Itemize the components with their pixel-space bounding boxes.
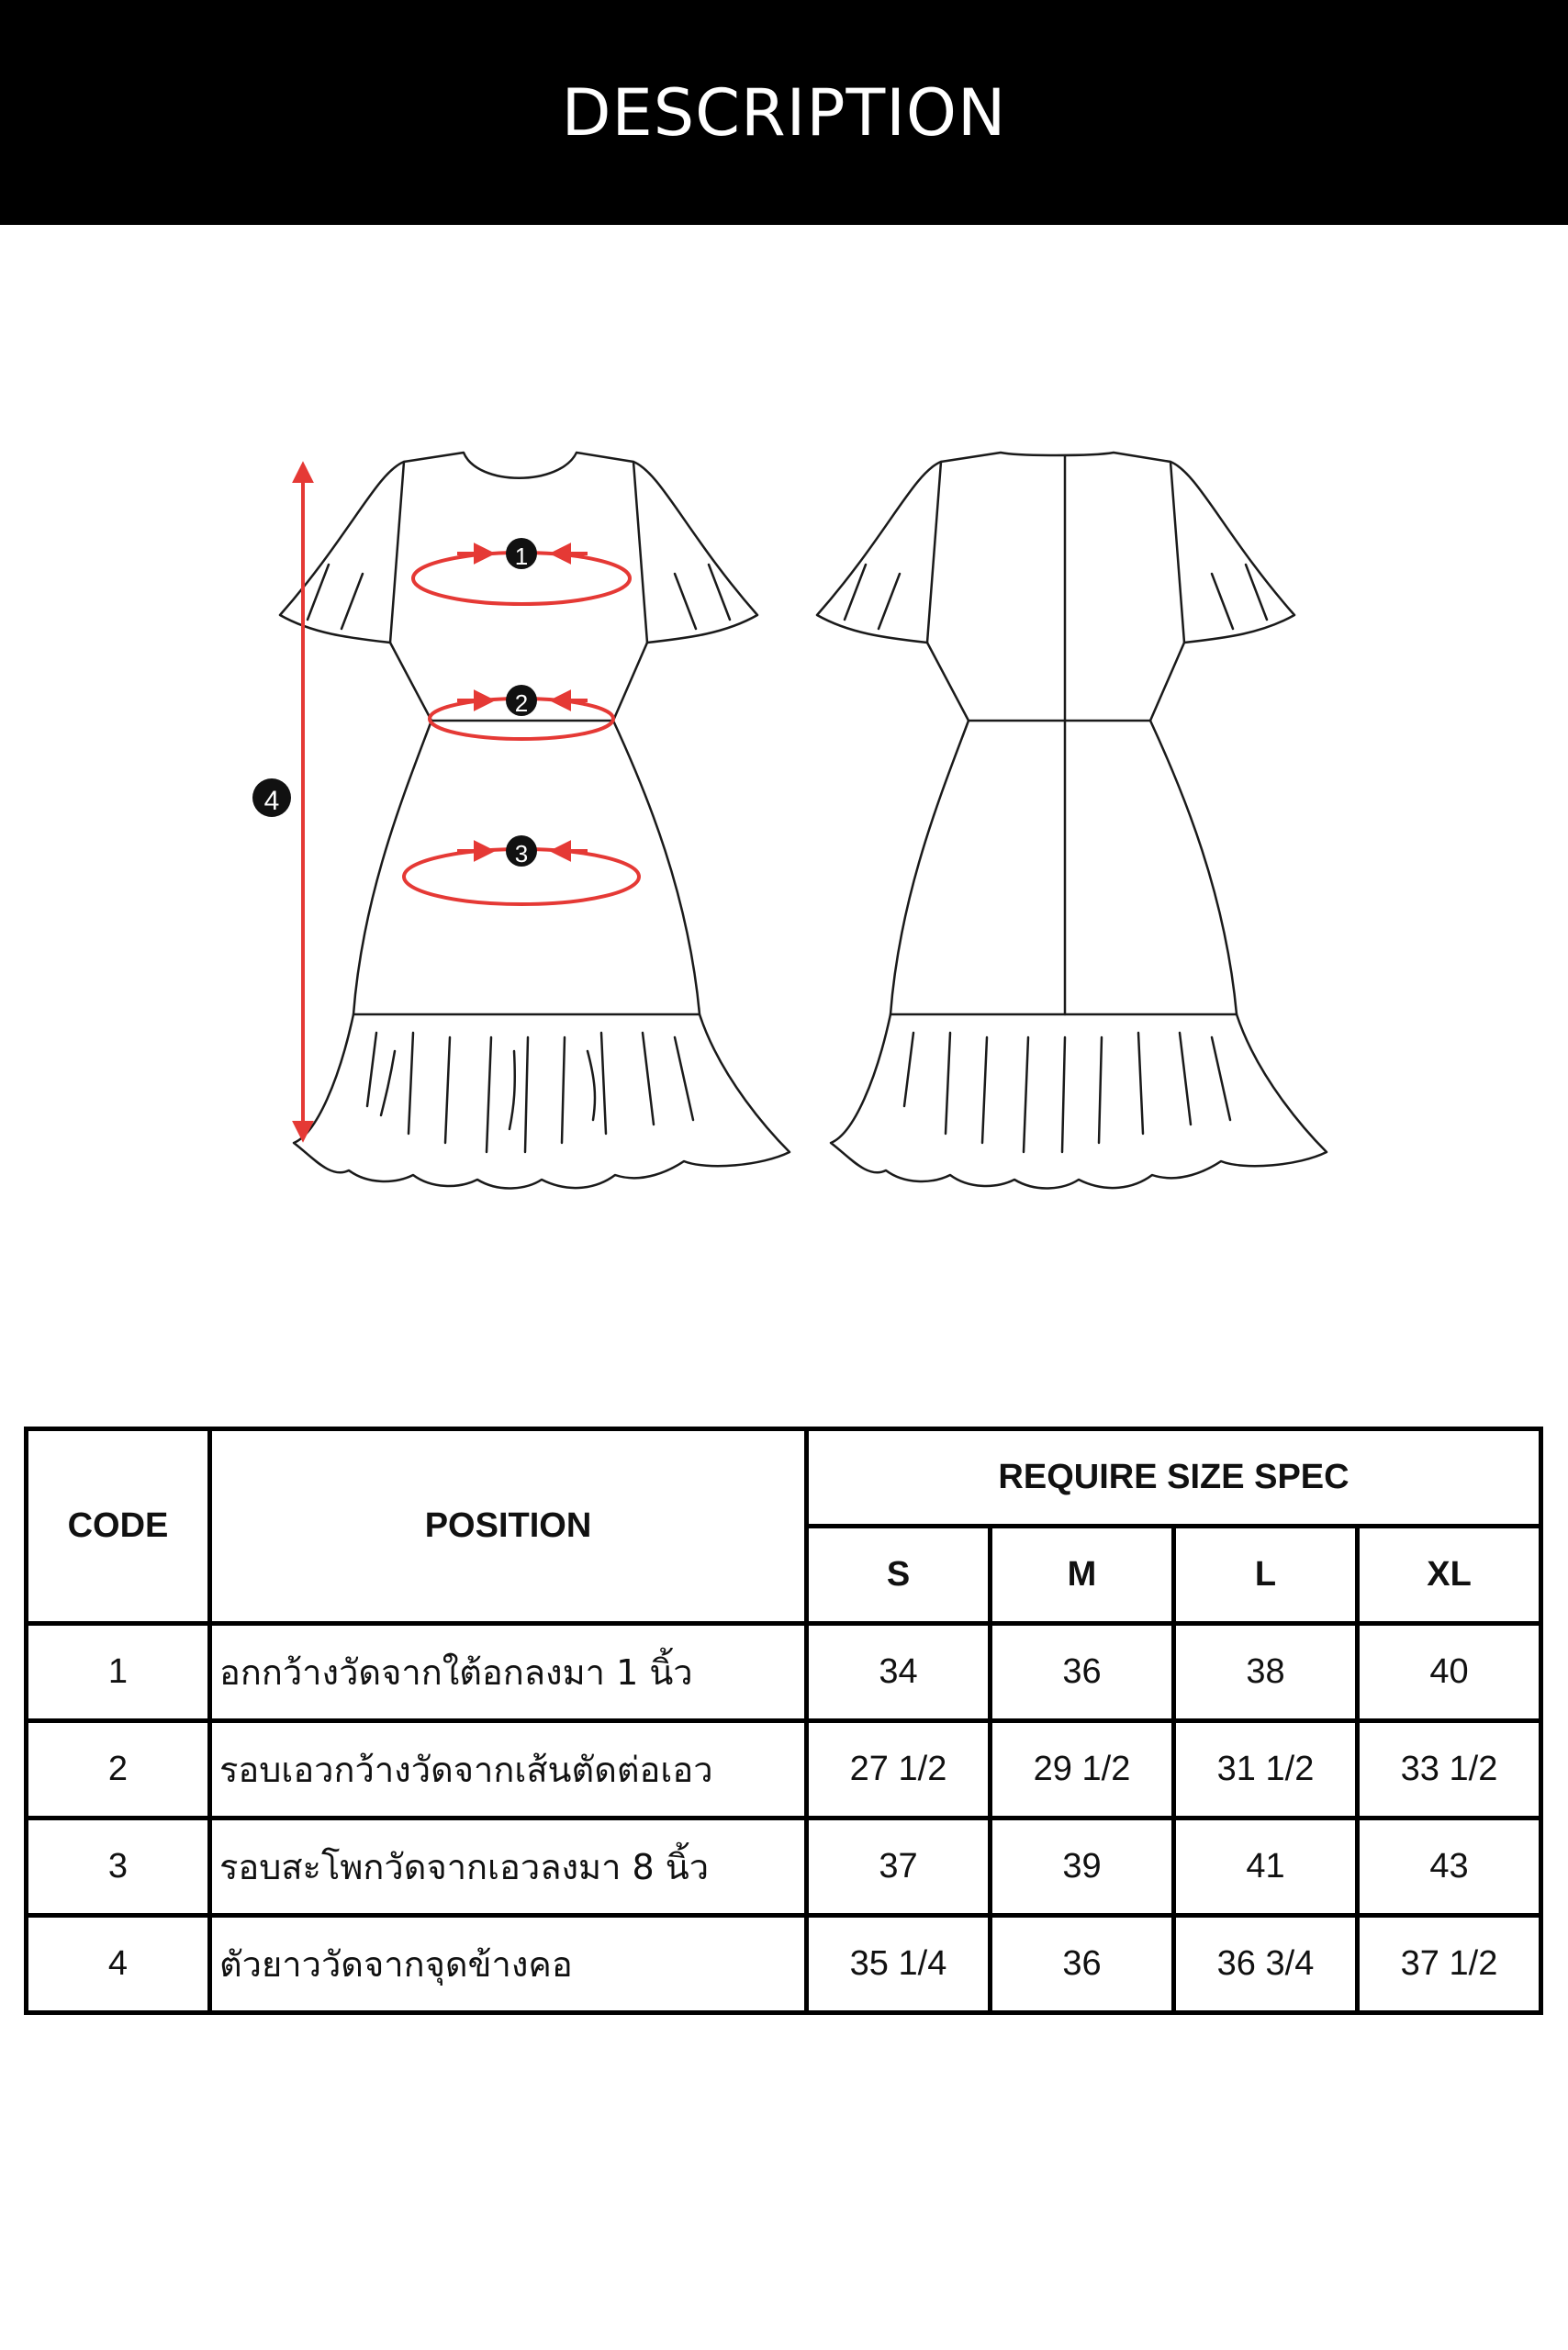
row-value-s: 34: [807, 1624, 991, 1721]
row-position: อกกว้างวัดจากใต้อกลงมา 1 นิ้ว: [210, 1624, 807, 1721]
marker-3-label: 3: [514, 840, 529, 867]
header-code: CODE: [27, 1429, 210, 1624]
row-code: 2: [27, 1721, 210, 1818]
row-value-xl: 33 1/2: [1358, 1721, 1541, 1818]
row-value-m: 36: [991, 1624, 1174, 1721]
row-value-s: 35 1/4: [807, 1916, 991, 2013]
row-value-m: 29 1/2: [991, 1721, 1174, 1818]
back-right-sleeve: [1170, 462, 1294, 643]
measure-1: [413, 538, 630, 604]
marker-1-label: 1: [514, 543, 529, 570]
front-skirt: [353, 721, 700, 1014]
measure-4: [252, 465, 303, 1138]
page-header: [0, 0, 1568, 225]
row-value-s: 27 1/2: [807, 1721, 991, 1818]
table-row: [27, 1818, 1541, 1916]
row-value-xl: 40: [1358, 1624, 1541, 1721]
row-value-s: 37: [807, 1818, 991, 1916]
row-code: 1: [27, 1624, 210, 1721]
front-bodice: [390, 453, 647, 721]
dress-diagram: [0, 225, 1568, 1372]
size-header-xl: XL: [1358, 1527, 1541, 1624]
back-skirt: [890, 721, 1237, 1014]
measure-2: [430, 685, 613, 739]
row-code: 3: [27, 1818, 210, 1916]
row-position: รอบสะโพกวัดจากเอวลงมา 8 นิ้ว: [210, 1818, 807, 1916]
size-spec-table-container: [24, 1427, 1539, 2012]
page-title: DESCRIPTION: [561, 74, 1007, 151]
row-value-m: 39: [991, 1818, 1174, 1916]
row-value-l: 41: [1174, 1818, 1358, 1916]
dress-back: [817, 453, 1327, 1188]
size-header-m: M: [991, 1527, 1174, 1624]
front-left-sleeve: [280, 462, 404, 643]
row-value-xl: 43: [1358, 1818, 1541, 1916]
row-value-l: 36 3/4: [1174, 1916, 1358, 2013]
marker-4-label: 4: [263, 786, 280, 816]
size-header-s: S: [807, 1527, 991, 1624]
row-value-l: 31 1/2: [1174, 1721, 1358, 1818]
back-left-sleeve: [817, 462, 941, 643]
measure-3: [404, 835, 639, 904]
table-row: [27, 1624, 1541, 1721]
row-position: รอบเอวกว้างวัดจากเส้นตัดต่อเอว: [210, 1721, 807, 1818]
back-bodice: [927, 453, 1184, 721]
table-row: [27, 1721, 1541, 1818]
table-row: [27, 1916, 1541, 2013]
row-code: 4: [27, 1916, 210, 2013]
header-position: POSITION: [210, 1429, 807, 1624]
dress-front: [280, 453, 790, 1188]
row-value-xl: 37 1/2: [1358, 1916, 1541, 2013]
size-header-l: L: [1174, 1527, 1358, 1624]
front-right-sleeve: [633, 462, 757, 643]
row-position: ตัวยาววัดจากจุดข้างคอ: [210, 1916, 807, 2013]
header-size-spec: REQUIRE SIZE SPEC: [807, 1429, 1541, 1527]
row-value-m: 36: [991, 1916, 1174, 2013]
size-spec-table: [24, 1427, 1543, 2015]
row-value-l: 38: [1174, 1624, 1358, 1721]
marker-2-label: 2: [514, 689, 529, 717]
